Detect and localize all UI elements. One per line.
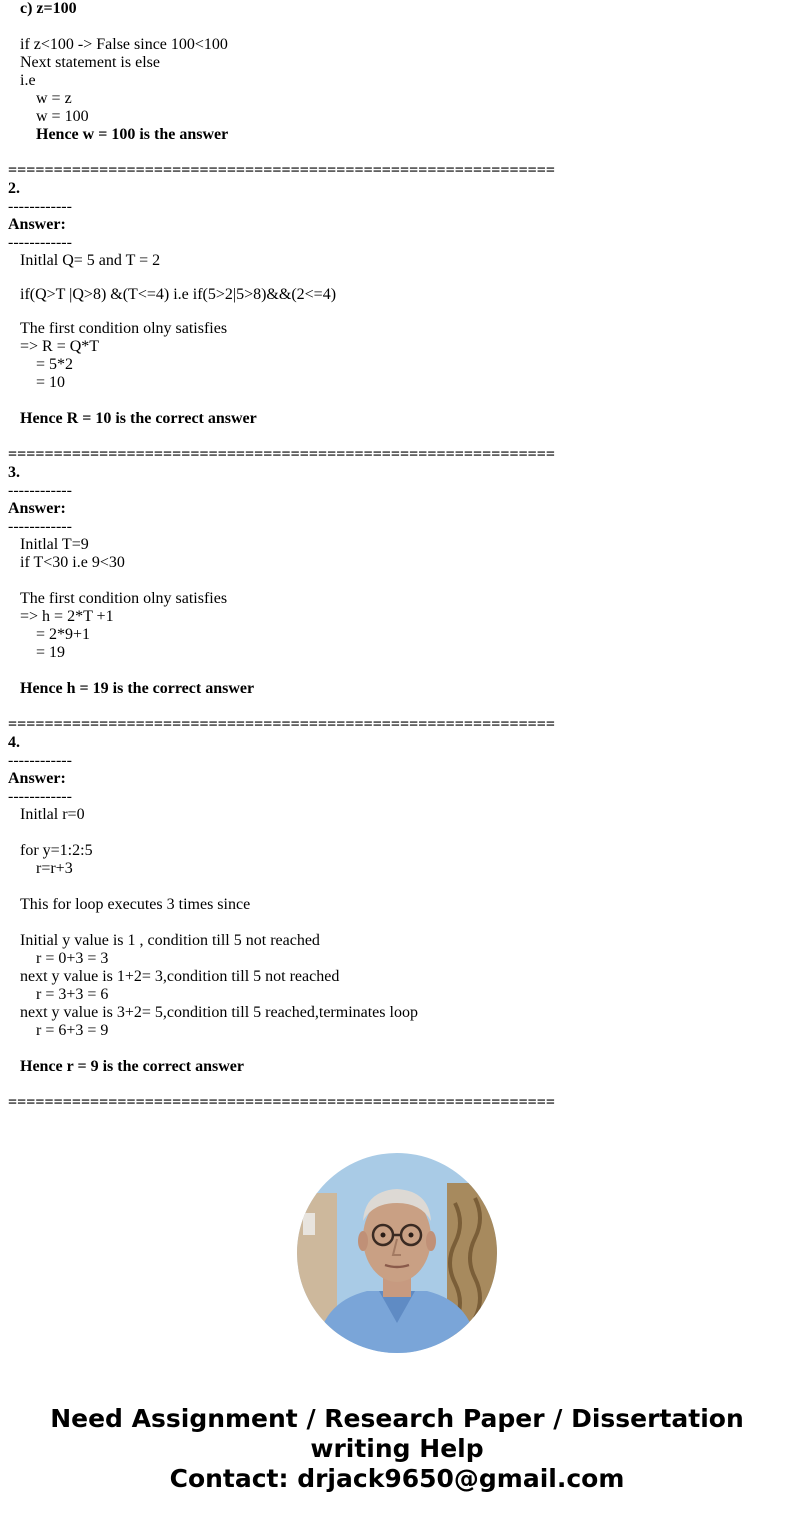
author-photo	[297, 1153, 497, 1353]
blank-line	[8, 878, 788, 896]
text-line: = 5*2	[36, 356, 74, 373]
text-line: ============================================================	[8, 162, 556, 179]
text-line: if(Q>T |Q>8) &(T<=4) i.e if(5>2|5>8)&&(2<=4)	[20, 286, 337, 303]
solution-document	[8, 0, 788, 1112]
text-line: Initlal Q= 5 and T = 2	[20, 252, 161, 269]
text-line: ------------	[8, 234, 72, 251]
blank-line	[8, 1076, 788, 1094]
text-line: ============================================================	[8, 446, 556, 463]
text-line: r = 0+3 = 3	[36, 950, 109, 967]
text-line: Initlal r=0	[20, 806, 85, 823]
text-line: The first condition olny satisfies	[20, 590, 228, 607]
text-line: Hence h = 19 is the correct answer	[20, 680, 255, 697]
text-line: r=r+3	[36, 860, 73, 877]
text-line: ============================================================	[8, 716, 556, 733]
blank-line	[8, 144, 788, 162]
text-line: if z<100 -> False since 100<100	[20, 36, 228, 53]
text-line: next y value is 1+2= 3,condition till 5 not reached	[20, 968, 340, 985]
text-line: w = 100	[36, 108, 89, 125]
blank-line	[8, 1040, 788, 1058]
blank-line	[8, 572, 788, 590]
text-line: => h = 2*T +1	[20, 608, 114, 625]
text-line: 4.	[8, 734, 20, 751]
text-line: ============================================================	[8, 1094, 556, 1111]
text-line: 3.	[8, 464, 20, 481]
blank-line	[8, 18, 788, 36]
text-line: if T<30 i.e 9<30	[20, 554, 125, 571]
section-q1c	[8, 0, 788, 180]
text-line: Answer:	[8, 770, 66, 787]
text-line: Next statement is else	[20, 54, 160, 71]
text-line: Hence r = 9 is the correct answer	[20, 1058, 245, 1075]
text-line: next y value is 3+2= 5,condition till 5 reached,terminates loop	[20, 1004, 418, 1021]
text-line: w = z	[36, 90, 72, 107]
promo-line-2: writing Help	[310, 1434, 484, 1463]
text-line: => R = Q*T	[20, 338, 100, 355]
text-line: Hence w = 100 is the answer	[36, 126, 229, 143]
text-line: The first condition olny satisfies	[20, 320, 228, 337]
promo-banner	[0, 1404, 794, 1494]
text-line: = 2*9+1	[36, 626, 91, 643]
text-line: c) z=100	[20, 0, 77, 17]
section-q2	[8, 180, 788, 464]
text-line: Hence R = 10 is the correct answer	[20, 410, 257, 427]
text-line: ------------	[8, 788, 72, 805]
text-line: Answer:	[8, 500, 66, 517]
text-line: This for loop executes 3 times since	[20, 896, 251, 913]
text-line: = 19	[36, 644, 66, 661]
section-q4	[8, 734, 788, 1112]
text-line: for y=1:2:5	[20, 842, 93, 859]
text-line: r = 3+3 = 6	[36, 986, 109, 1003]
blank-line	[8, 662, 788, 680]
blank-line	[8, 914, 788, 932]
text-line: 2.	[8, 180, 20, 197]
text-line: = 10	[36, 374, 66, 391]
text-line: ------------	[8, 482, 72, 499]
text-line: r = 6+3 = 9	[36, 1022, 109, 1039]
text-line: Answer:	[8, 216, 66, 233]
text-line: Initlal T=9	[20, 536, 89, 553]
text-line: Initial y value is 1 , condition till 5 not reached	[20, 932, 320, 949]
blank-line	[8, 698, 788, 716]
blank-line	[8, 270, 788, 286]
text-line: ------------	[8, 518, 72, 535]
text-line: ------------	[8, 198, 72, 215]
text-line: i.e	[20, 72, 36, 89]
promo-line-1: Need Assignment / Research Paper / Dissertation	[50, 1404, 744, 1433]
blank-line	[8, 428, 788, 446]
section-q3	[8, 464, 788, 734]
portrait-illustration	[297, 1153, 497, 1353]
text-line: ------------	[8, 752, 72, 769]
blank-line	[8, 304, 788, 320]
promo-contact: Contact: drjack9650@gmail.com	[169, 1464, 625, 1493]
blank-line	[8, 392, 788, 410]
blank-line	[8, 824, 788, 842]
